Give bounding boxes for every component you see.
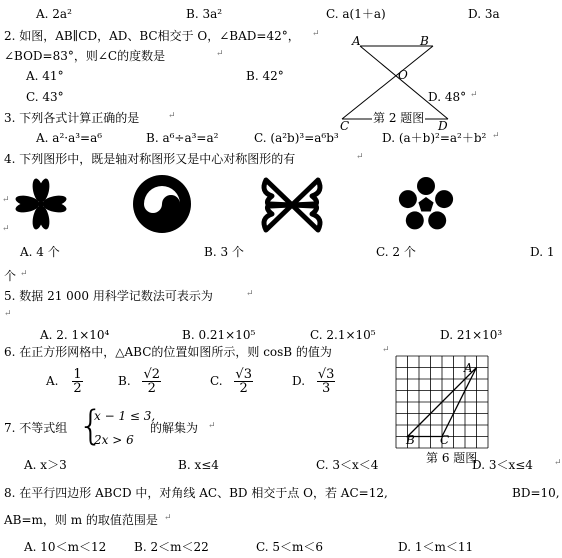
q8-option-d: D. 1＜m＜11 <box>398 540 474 554</box>
q7-option-b: B. x≤4 <box>178 458 219 472</box>
q3-option-b: B. a⁶÷a³=a² <box>146 131 219 145</box>
return-mark: ↵ <box>168 111 176 121</box>
return-mark: ↵ <box>246 289 254 299</box>
q7-option-c: C. 3＜x＜4 <box>316 458 379 472</box>
return-mark: ↵ <box>554 458 562 468</box>
q6-option-b: B. $\frac{√2}{2}$ <box>118 367 161 396</box>
return-mark: ↵ <box>470 90 478 100</box>
q1-option-b: B. 3a² <box>186 7 223 21</box>
q2-option-b: B. 42° <box>246 69 284 83</box>
q6-option-a: A. $\frac{1}{2}$ <box>46 367 82 396</box>
q7-option-a: A. x＞3 <box>24 458 67 472</box>
q3-option-a: A. a²·a³=a⁶ <box>36 131 103 145</box>
return-mark: ↵ <box>382 345 390 355</box>
q5-stem: 5. 数据 21 000 用科学记数法可表示为 <box>4 289 213 303</box>
q7-inequality-2: 2x > 6 <box>94 433 134 447</box>
q6-point-c: C <box>440 433 450 447</box>
q2-point-b: B <box>420 34 429 48</box>
q1-option-a: A. 2a² <box>36 7 72 21</box>
q8-stem-line1-right: BD=10, <box>512 486 560 500</box>
q4-option-c: C. 2 个 <box>376 245 416 259</box>
q4-option-d: D. 1 <box>530 245 555 259</box>
q4-stem: 4. 下列图形中，既是轴对称图形又是中心对称图形的有 <box>4 152 296 166</box>
q8-stem-line2: AB=m，则 m 的取值范围是 <box>4 513 158 527</box>
return-mark: ↵ <box>208 421 216 431</box>
return-mark: ↵ <box>4 309 12 319</box>
q2-option-d: D. 48° <box>428 90 467 104</box>
q2-option-c: C. 43° <box>26 90 64 104</box>
q3-stem: 3. 下列各式计算正确的是 <box>4 111 140 125</box>
q2-point-o: O <box>398 68 408 82</box>
q6-stem: 6. 在正方形网格中，△ABC的位置如图所示，则 cosB 的值为 <box>4 345 332 359</box>
q2-option-a: A. 41° <box>26 69 64 83</box>
q2-caption: 第 2 题图 <box>373 111 425 125</box>
q5-option-d: D. 21×10³ <box>440 328 503 342</box>
return-mark: ↵ <box>492 131 500 141</box>
q7-stem-prefix: 7. 不等式组 <box>4 421 68 435</box>
q2-stem-line2: ∠BOD=83°，则∠C的度数是 <box>4 49 166 63</box>
q3-option-c: C. (a²b)³=a⁶b³ <box>254 131 339 145</box>
q8-option-c: C. 5＜m＜6 <box>256 540 324 554</box>
q7-brace: { <box>78 403 104 449</box>
q1-option-c: C. a(1＋a) <box>326 7 386 21</box>
return-mark: ↵ <box>356 152 364 162</box>
q8-stem-line1: 8. 在平行四边形 ABCD 中，对角线 AC、BD 相交于点 O，若 AC=12, <box>4 486 388 500</box>
q8-option-a: A. 10＜m＜12 <box>24 540 107 554</box>
return-mark: ↵ <box>164 513 172 523</box>
q7-stem-suffix: 的解集为 <box>150 421 199 435</box>
return-mark: ↵ <box>2 195 10 205</box>
q4-figure-flower <box>10 176 72 232</box>
q4-figure-ring <box>130 174 194 234</box>
q5-option-b: B. 0.21×10⁵ <box>182 328 256 342</box>
q6-caption: 第 6 题图 <box>426 451 478 465</box>
q2-stem-line1: 2. 如图，AB∥CD，AD、BC相交于 O，∠BAD=42°， <box>4 29 300 43</box>
return-mark: ↵ <box>216 49 224 59</box>
q7-inequality-1: x − 1 ≤ 3, <box>94 409 156 423</box>
q6-point-a: A <box>464 361 473 375</box>
q4-figure-bow <box>258 176 326 234</box>
q4-option-wrap: 个 <box>4 269 17 283</box>
q1-option-d: D. 3a <box>468 7 500 21</box>
return-mark: ↵ <box>2 224 10 234</box>
q4-option-b: B. 3 个 <box>204 245 244 259</box>
q4-option-a: A. 4 个 <box>20 245 60 259</box>
q5-option-c: C. 2.1×10⁵ <box>310 328 376 342</box>
q8-option-b: B. 2＜m＜22 <box>134 540 209 554</box>
return-mark: ↵ <box>312 29 320 39</box>
q7-option-d: D. 3＜x≤4 <box>472 458 533 472</box>
q2-point-a: A <box>352 34 361 48</box>
q5-option-a: A. 2. 1×10⁴ <box>40 328 110 342</box>
q6-option-c: C. $\frac{√3}{2}$ <box>210 367 252 396</box>
q2-point-c: C <box>340 119 350 133</box>
q2-point-d: D <box>438 119 448 133</box>
return-mark: ↵ <box>20 269 28 279</box>
q3-option-d: D. (a＋b)²=a²＋b² <box>382 131 487 145</box>
q6-point-b: B <box>406 433 415 447</box>
q4-figure-pentagon <box>394 174 458 234</box>
q6-option-d: D. $\frac{√3}{3}$ <box>292 367 335 396</box>
